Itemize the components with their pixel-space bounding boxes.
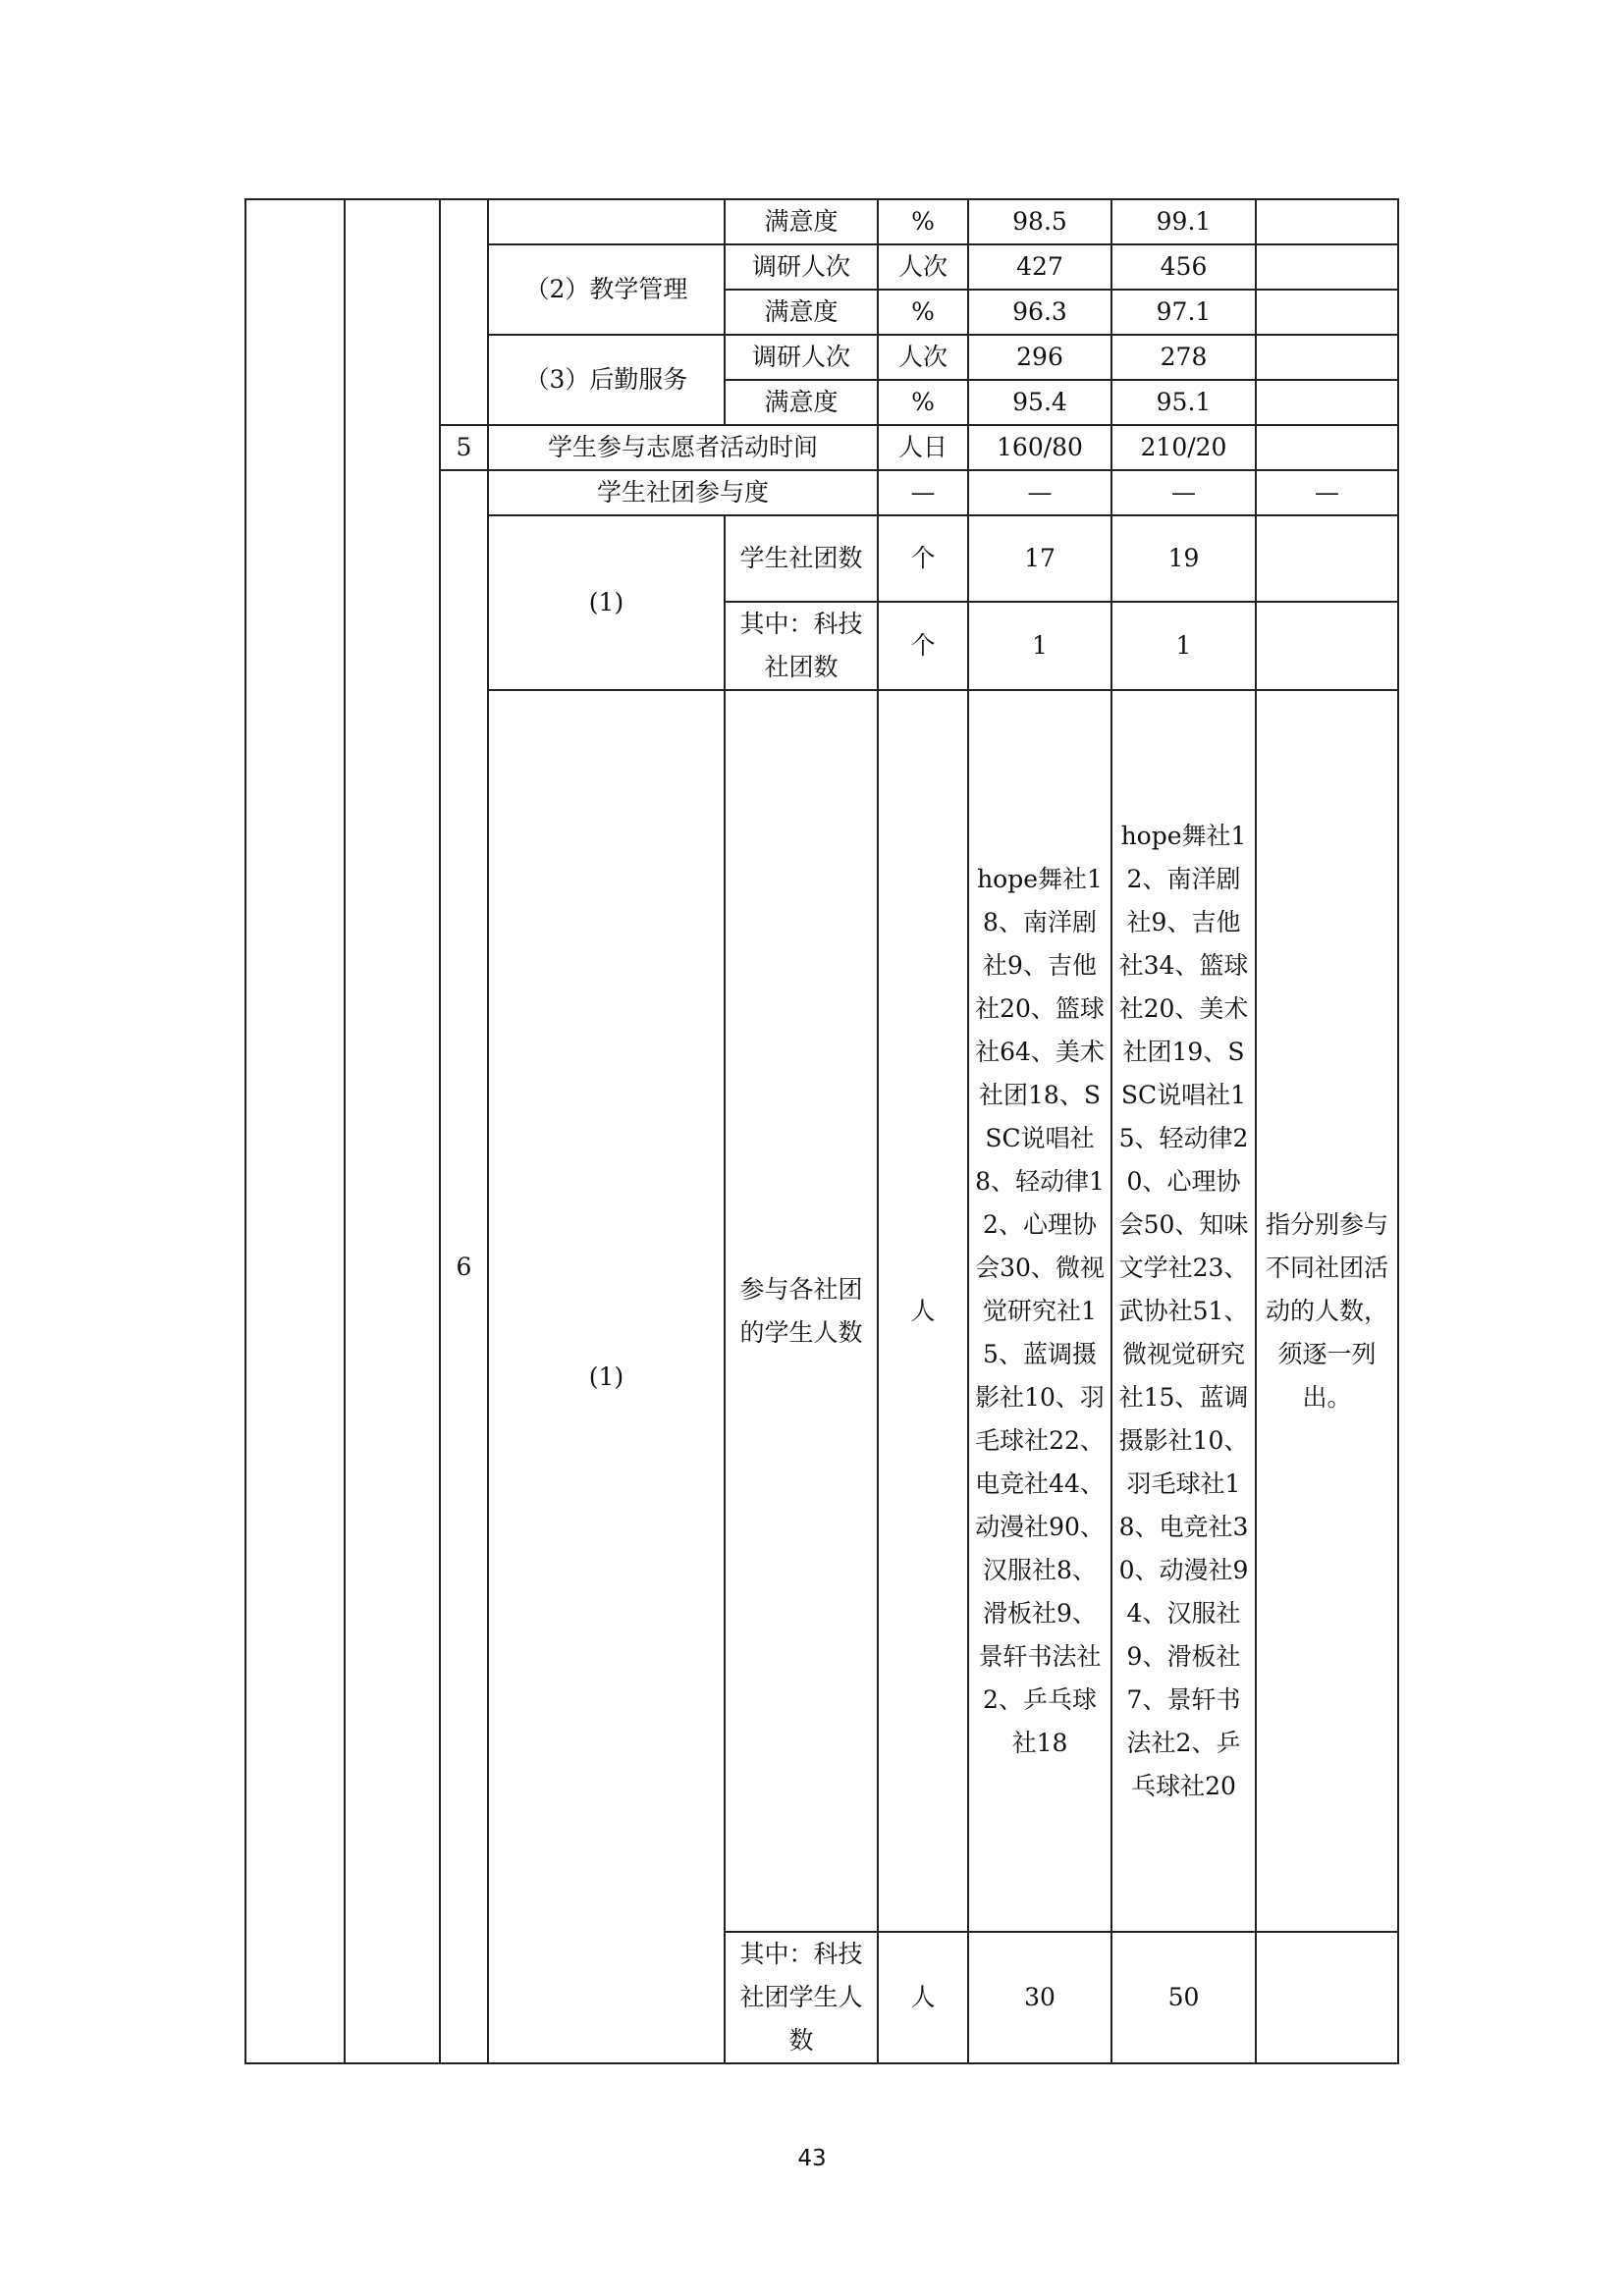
item-label: 满意度 [725, 380, 878, 425]
item-label: 其中：科技社团数 [725, 602, 878, 690]
value-cell: 278 [1111, 335, 1256, 380]
category-cell: （3）后勤服务 [488, 335, 725, 425]
unit-cell: 人 [878, 1932, 968, 2063]
unit-cell: % [878, 290, 968, 335]
value-cell: 210/20 [1111, 425, 1256, 470]
note-cell [1256, 425, 1398, 470]
statistics-table [244, 198, 1399, 2064]
item-label: 学生社团数 [725, 515, 878, 602]
value-cell: 30 [968, 1932, 1111, 2063]
value-cell: 456 [1111, 244, 1256, 290]
row-index-cell: 5 [440, 425, 488, 470]
value-cell: 160/80 [968, 425, 1111, 470]
unit-cell: 人次 [878, 335, 968, 380]
value-cell: 96.3 [968, 290, 1111, 335]
value-cell: 95.1 [1111, 380, 1256, 425]
item-label: 学生社团参与度 [488, 470, 878, 515]
value-cell: 50 [1111, 1932, 1256, 2063]
value-cell: hope舞社12、南洋剧社9、吉他社34、篮球社20、美术社团19、SSC说唱社15、轻动律20、心理协会50、知味文学社23、武协社51、微视觉研究社15、蓝调摄影社10、羽毛球社18、电竞社30、动漫社94、汉服社9、滑板社7、景轩书法社2、乒乓球社20 [1111, 690, 1256, 1932]
page-number: 43 [797, 2146, 827, 2171]
note-cell [1256, 380, 1398, 425]
note-cell [1256, 602, 1398, 690]
unit-cell: 人次 [878, 244, 968, 290]
value-cell: 99.1 [1111, 199, 1256, 244]
value-cell: 1 [968, 602, 1111, 690]
row-index-cell [440, 199, 488, 425]
note-cell [1256, 1932, 1398, 2063]
unit-cell: 人 [878, 690, 968, 1932]
blank-column-cell [245, 199, 345, 2063]
value-cell: 19 [1111, 515, 1256, 602]
note-cell [1256, 290, 1398, 335]
row-index-cell: 6 [440, 470, 488, 2063]
value-cell: 98.5 [968, 199, 1111, 244]
unit-cell: % [878, 199, 968, 244]
value-cell: — [968, 470, 1111, 515]
value-cell: — [1111, 470, 1256, 515]
category-cell: （2）教学管理 [488, 244, 725, 335]
value-cell: hope舞社18、南洋剧社9、吉他社20、篮球社64、美术社团18、SSC说唱社8、轻动律12、心理协会30、微视觉研究社15、蓝调摄影社10、羽毛球社22、电竞社44、动漫社90、汉服社8、滑板社9、景轩书法社2、乒乓球社18 [968, 690, 1111, 1932]
unit-cell: — [878, 470, 968, 515]
note-cell [1256, 515, 1398, 602]
item-label: 调研人次 [725, 244, 878, 290]
note-cell [1256, 199, 1398, 244]
category-cell [488, 199, 725, 244]
note-cell: 指分别参与不同社团活动的人数，须逐一列出。 [1256, 690, 1398, 1932]
value-cell: 95.4 [968, 380, 1111, 425]
unit-cell: 个 [878, 602, 968, 690]
item-label: 学生参与志愿者活动时间 [488, 425, 878, 470]
unit-cell: 个 [878, 515, 968, 602]
note-cell: — [1256, 470, 1398, 515]
note-cell [1256, 335, 1398, 380]
item-label: 调研人次 [725, 335, 878, 380]
unit-cell: % [878, 380, 968, 425]
unit-cell: 人日 [878, 425, 968, 470]
item-label: 满意度 [725, 199, 878, 244]
item-label: 其中：科技社团学生人数 [725, 1932, 878, 2063]
blank-column-cell [345, 199, 440, 2063]
value-cell: 296 [968, 335, 1111, 380]
value-cell: 427 [968, 244, 1111, 290]
value-cell: 17 [968, 515, 1111, 602]
item-label: 满意度 [725, 290, 878, 335]
value-cell: 97.1 [1111, 290, 1256, 335]
category-cell: (1) [488, 690, 725, 2063]
item-label: 参与各社团的学生人数 [725, 690, 878, 1932]
note-cell [1256, 244, 1398, 290]
category-cell: (1) [488, 515, 725, 690]
table-row [245, 199, 1398, 244]
value-cell: 1 [1111, 602, 1256, 690]
